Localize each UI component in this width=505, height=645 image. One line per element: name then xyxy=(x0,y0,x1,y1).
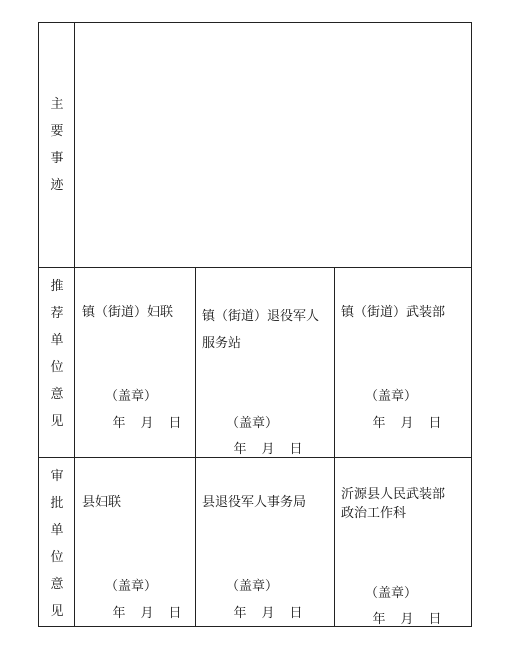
label-char: 意 xyxy=(50,577,64,592)
year-label: 年 xyxy=(112,416,126,431)
label-char: 位 xyxy=(50,550,64,565)
month-label: 月 xyxy=(261,606,275,621)
approve-label xyxy=(39,463,75,625)
year-label: 年 xyxy=(112,606,126,621)
year-label: 年 xyxy=(233,442,247,457)
label-char: 批 xyxy=(50,496,64,511)
label-char: 意 xyxy=(50,387,64,402)
month-label: 月 xyxy=(400,612,414,627)
day-label: 日 xyxy=(168,416,182,431)
unit-name: 镇（街道）武装部 xyxy=(341,305,446,320)
month-label: 月 xyxy=(400,416,414,431)
unit-name: 县妇联 xyxy=(82,495,122,510)
day-label: 日 xyxy=(428,612,442,627)
label-char: 要 xyxy=(50,124,64,139)
cell-divider-2 xyxy=(334,267,335,626)
main-deeds-field[interactable] xyxy=(76,23,471,266)
row-divider-1 xyxy=(39,267,471,268)
year-label: 年 xyxy=(233,606,247,621)
date-line xyxy=(226,438,310,457)
label-char: 单 xyxy=(50,523,64,538)
label-char: 单 xyxy=(50,333,64,348)
label-char: 推 xyxy=(50,279,64,294)
day-label: 日 xyxy=(428,416,442,431)
month-label: 月 xyxy=(140,416,154,431)
year-label: 年 xyxy=(372,612,386,627)
seal-text: （盖章） xyxy=(105,389,158,404)
cell-divider-1 xyxy=(195,267,196,626)
unit-name: 镇（街道）退役军人服务站 xyxy=(202,309,320,351)
day-label: 日 xyxy=(289,442,303,457)
year-label: 年 xyxy=(372,416,386,431)
award-form-table xyxy=(38,22,472,627)
day-label: 日 xyxy=(289,606,303,621)
row-divider-2 xyxy=(39,457,471,458)
label-char: 事 xyxy=(50,151,64,166)
month-label: 月 xyxy=(261,442,275,457)
unit-name: 沂源县人民武装部政治工作科 xyxy=(341,487,446,521)
label-char: 主 xyxy=(50,97,64,112)
month-label: 月 xyxy=(140,606,154,621)
label-char: 见 xyxy=(50,604,64,619)
unit-name: 镇（街道）妇联 xyxy=(82,305,174,320)
label-char: 迹 xyxy=(50,178,64,193)
unit-name: 县退役军人事务局 xyxy=(202,495,307,510)
date-line xyxy=(105,412,189,431)
date-line xyxy=(105,602,189,621)
seal-text: （盖章） xyxy=(365,586,418,601)
seal-text: （盖章） xyxy=(226,416,279,431)
label-char: 位 xyxy=(50,360,64,375)
seal-text: （盖章） xyxy=(365,389,418,404)
main-deeds-label xyxy=(39,91,75,199)
date-line xyxy=(365,412,449,431)
seal-text: （盖章） xyxy=(226,579,279,594)
date-line xyxy=(365,608,449,627)
recommend-label xyxy=(39,273,75,435)
seal-text: （盖章） xyxy=(105,579,158,594)
label-char: 荐 xyxy=(50,306,64,321)
day-label: 日 xyxy=(168,606,182,621)
label-char: 审 xyxy=(50,469,64,484)
label-char: 见 xyxy=(50,414,64,429)
date-line xyxy=(226,602,310,621)
